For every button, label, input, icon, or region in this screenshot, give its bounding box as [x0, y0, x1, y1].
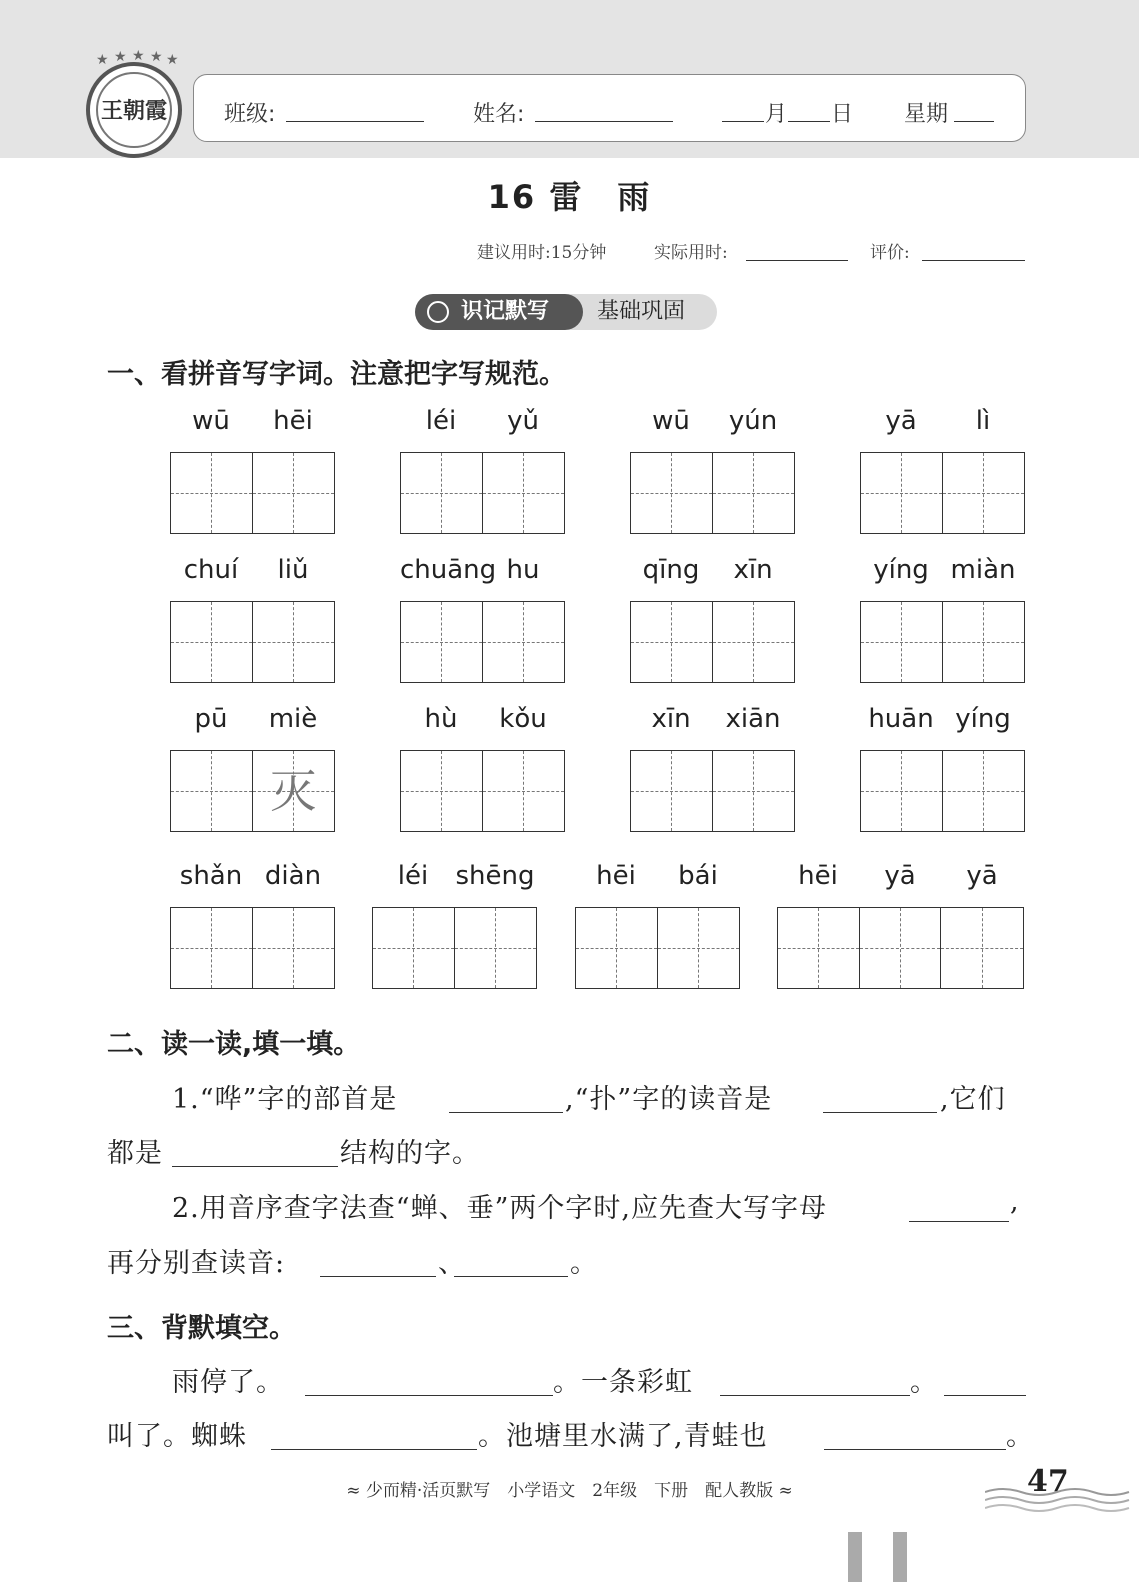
q2-text-a: 2.用音序查字法查“蝉、垂”两个字时,应先查大写字母: [172, 1193, 827, 1224]
pinyin-syllable: hēi: [273, 406, 313, 436]
class-field[interactable]: [286, 121, 424, 122]
q1-blank-structure[interactable]: [172, 1166, 338, 1167]
character-cell[interactable]: [713, 453, 795, 533]
character-text: [483, 602, 565, 682]
character-text: 灭: [270, 764, 317, 818]
character-text: [658, 908, 740, 988]
character-text: [860, 908, 941, 988]
character-text: [713, 453, 795, 533]
q1-text-b: ,“扑”字的读音是: [565, 1084, 773, 1115]
actual-time-field[interactable]: [746, 260, 848, 261]
character-cell[interactable]: [943, 453, 1025, 533]
q2-text-e: 。: [570, 1248, 598, 1279]
section-badge: [415, 294, 717, 330]
badge-primary-label: 识记默写: [461, 299, 550, 324]
character-text: [401, 453, 482, 533]
q2-text-c: 再分别查读音:: [107, 1248, 286, 1279]
character-text: [778, 908, 859, 988]
character-cell[interactable]: [373, 908, 455, 988]
month-field[interactable]: [722, 121, 764, 122]
character-cell[interactable]: [455, 908, 537, 988]
pinyin-syllable: xīn: [733, 555, 773, 585]
writing-grid: [170, 601, 335, 683]
character-text: [483, 453, 565, 533]
pinyin-syllable: liǔ: [277, 555, 309, 585]
character-text: [713, 751, 795, 831]
character-cell[interactable]: [658, 908, 740, 988]
writing-grid: [400, 750, 565, 832]
character-cell[interactable]: [861, 751, 943, 831]
character-text: [373, 908, 454, 988]
character-cell[interactable]: [631, 602, 713, 682]
character-text: [455, 908, 537, 988]
character-cell[interactable]: [171, 908, 253, 988]
pinyin-syllable: wū: [652, 406, 690, 436]
footer-text: ≈ 少而精·活页默写 小学语文 2年级 下册 配人教版 ≈: [346, 1481, 793, 1501]
writing-grid: [170, 907, 335, 989]
recite-text-2c: 。: [1006, 1421, 1034, 1452]
character-cell[interactable]: [253, 602, 335, 682]
badge-secondary-label: 基础巩固: [597, 299, 686, 324]
section2-heading: 二、读一读,填一填。: [107, 1029, 361, 1060]
actual-time-label: 实际用时:: [654, 243, 728, 263]
character-cell[interactable]: [483, 751, 565, 831]
pinyin-syllable: miè: [268, 704, 318, 734]
character-cell[interactable]: [483, 453, 565, 533]
recite-text-2b: 。池塘里水满了,青蛙也: [478, 1421, 768, 1452]
character-text: [483, 751, 565, 831]
writing-grid: [630, 452, 795, 534]
q1-text-a: 1.“哗”字的部首是: [172, 1084, 398, 1115]
week-field[interactable]: [954, 121, 994, 122]
pinyin-syllable: chuāng: [400, 555, 497, 585]
character-text: [943, 453, 1025, 533]
pinyin-syllable: xiān: [725, 704, 781, 734]
rating-field[interactable]: [922, 260, 1025, 261]
writing-grid: [630, 750, 795, 832]
character-text: [631, 602, 712, 682]
pinyin-syllable: yíng: [955, 704, 1011, 734]
character-cell[interactable]: [861, 602, 943, 682]
pinyin-syllable: bái: [678, 861, 718, 891]
character-text: [576, 908, 657, 988]
name-field[interactable]: [535, 121, 673, 122]
page-number: 47: [1027, 1464, 1069, 1499]
recite-blank-5[interactable]: [824, 1449, 1006, 1450]
pinyin-syllable: yā: [966, 861, 998, 891]
writing-grid: [575, 907, 740, 989]
pinyin-syllable: chuí: [183, 555, 239, 585]
character-cell[interactable]: [943, 751, 1025, 831]
medal-icon: [427, 301, 449, 323]
character-text: [941, 908, 1023, 988]
pinyin-syllable: kǒu: [499, 704, 547, 734]
recite-blank-4[interactable]: [271, 1449, 477, 1450]
character-text: [631, 453, 712, 533]
lesson-title: 16 雷 雨: [487, 178, 652, 216]
character-cell[interactable]: [631, 453, 713, 533]
recite-text-1b: 。一条彩虹: [553, 1367, 693, 1398]
writing-grid: [860, 452, 1025, 534]
character-text: [943, 751, 1025, 831]
student-info-box: [193, 74, 1026, 142]
binding-mark: [893, 1532, 907, 1582]
recite-text-2a: 叫了。蜘蛛: [107, 1421, 247, 1452]
pinyin-syllable: léi: [397, 861, 429, 891]
character-cell[interactable]: [401, 751, 483, 831]
character-text: [861, 751, 942, 831]
pinyin-syllable: huān: [868, 704, 934, 734]
character-cell[interactable]: [713, 602, 795, 682]
pinyin-syllable: yā: [884, 861, 916, 891]
pinyin-syllable: xīn: [651, 704, 691, 734]
pinyin-syllable: lì: [975, 406, 991, 436]
character-text: [631, 751, 712, 831]
pinyin-syllable: yā: [885, 406, 917, 436]
character-cell[interactable]: [401, 602, 483, 682]
character-text: [253, 602, 335, 682]
pinyin-syllable: léi: [425, 406, 457, 436]
pinyin-syllable: shǎn: [179, 861, 243, 891]
day-label: 日: [831, 102, 854, 127]
character-text: [171, 453, 252, 533]
character-text: [171, 602, 252, 682]
month-label: 月: [765, 102, 788, 127]
publisher-logo: [86, 48, 182, 158]
character-cell[interactable]: [253, 751, 335, 831]
character-cell[interactable]: [401, 453, 483, 533]
character-text: [401, 602, 482, 682]
character-cell[interactable]: [941, 908, 1023, 988]
character-text: [861, 602, 942, 682]
recite-text-1a: 雨停了。: [172, 1367, 284, 1398]
week-label: 星期: [904, 102, 949, 127]
writing-grid: [630, 601, 795, 683]
character-cell[interactable]: [253, 453, 335, 533]
recite-blank-2[interactable]: [720, 1395, 910, 1396]
character-cell[interactable]: [631, 751, 713, 831]
writing-grid: [860, 750, 1025, 832]
q2-blank-sound1[interactable]: [320, 1276, 436, 1277]
suggested-time: 建议用时:15分钟: [477, 243, 607, 263]
character-cell[interactable]: [713, 751, 795, 831]
pinyin-syllable: pū: [194, 704, 228, 734]
day-field[interactable]: [788, 121, 830, 122]
wave-decoration-icon: [985, 1484, 1135, 1516]
character-text: [253, 908, 335, 988]
class-label: 班级:: [224, 102, 276, 127]
pinyin-syllable: wū: [192, 406, 230, 436]
rating-label: 评价:: [870, 243, 910, 263]
star-icon: ★: [150, 49, 163, 65]
q1-blank-pinyin[interactable]: [823, 1112, 937, 1113]
pinyin-syllable: hù: [424, 704, 458, 734]
writing-grid: [860, 601, 1025, 683]
writing-grid: [170, 452, 335, 534]
character-text: [943, 602, 1025, 682]
character-cell[interactable]: [483, 602, 565, 682]
q1-text-d: 都是: [107, 1138, 163, 1169]
q1-text-c: ,它们: [940, 1084, 1006, 1115]
pinyin-syllable: hēi: [798, 861, 838, 891]
pinyin-syllable: diàn: [264, 861, 322, 891]
character-cell[interactable]: [778, 908, 860, 988]
pinyin-syllable: qīng: [642, 555, 700, 585]
star-icon: ★: [114, 49, 127, 65]
character-text: [171, 908, 252, 988]
star-icon: ★: [166, 52, 179, 68]
pinyin-syllable: yǔ: [507, 406, 539, 436]
q2-text-b: ,: [1010, 1186, 1020, 1217]
pinyin-syllable: hēi: [596, 861, 636, 891]
q2-blank-letter[interactable]: [909, 1221, 1009, 1222]
logo-text: 王朝霞: [100, 98, 167, 124]
character-text: [401, 751, 482, 831]
section1-heading: 一、看拼音写字词。注意把字写规范。: [107, 359, 566, 390]
writing-grid: [777, 907, 1024, 989]
star-icon: ★: [96, 52, 109, 68]
pinyin-syllable: hu: [506, 555, 540, 585]
binding-mark: [848, 1532, 862, 1582]
pinyin-syllable: miàn: [950, 555, 1016, 585]
character-cell[interactable]: [253, 908, 335, 988]
q2-text-d: 、: [438, 1248, 466, 1279]
character-cell[interactable]: [576, 908, 658, 988]
q1-blank-radical[interactable]: [449, 1112, 563, 1113]
character-cell[interactable]: [171, 453, 253, 533]
q2-blank-sound2[interactable]: [454, 1276, 568, 1277]
character-text: [861, 453, 942, 533]
character-cell[interactable]: [860, 908, 942, 988]
character-cell[interactable]: [171, 602, 253, 682]
writing-grid: [400, 452, 565, 534]
writing-grid: [170, 750, 335, 832]
character-text: [713, 602, 795, 682]
star-icon: ★: [132, 48, 145, 64]
writing-grid: [372, 907, 537, 989]
badge-primary: [415, 294, 583, 330]
pinyin-syllable: shēng: [455, 861, 535, 891]
q1-text-e: 结构的字。: [340, 1138, 480, 1169]
character-text: [253, 453, 335, 533]
character-cell[interactable]: [861, 453, 943, 533]
character-cell[interactable]: [171, 751, 253, 831]
name-label: 姓名:: [473, 102, 525, 127]
writing-grid: [400, 601, 565, 683]
pinyin-syllable: yíng: [873, 555, 929, 585]
character-text: [171, 751, 252, 831]
recite-blank-3[interactable]: [944, 1395, 1026, 1396]
recite-text-1c: 。: [910, 1367, 938, 1398]
section3-heading: 三、背默填空。: [107, 1313, 296, 1344]
character-cell[interactable]: [943, 602, 1025, 682]
pinyin-syllable: yún: [728, 406, 778, 436]
recite-blank-1[interactable]: [305, 1395, 553, 1396]
